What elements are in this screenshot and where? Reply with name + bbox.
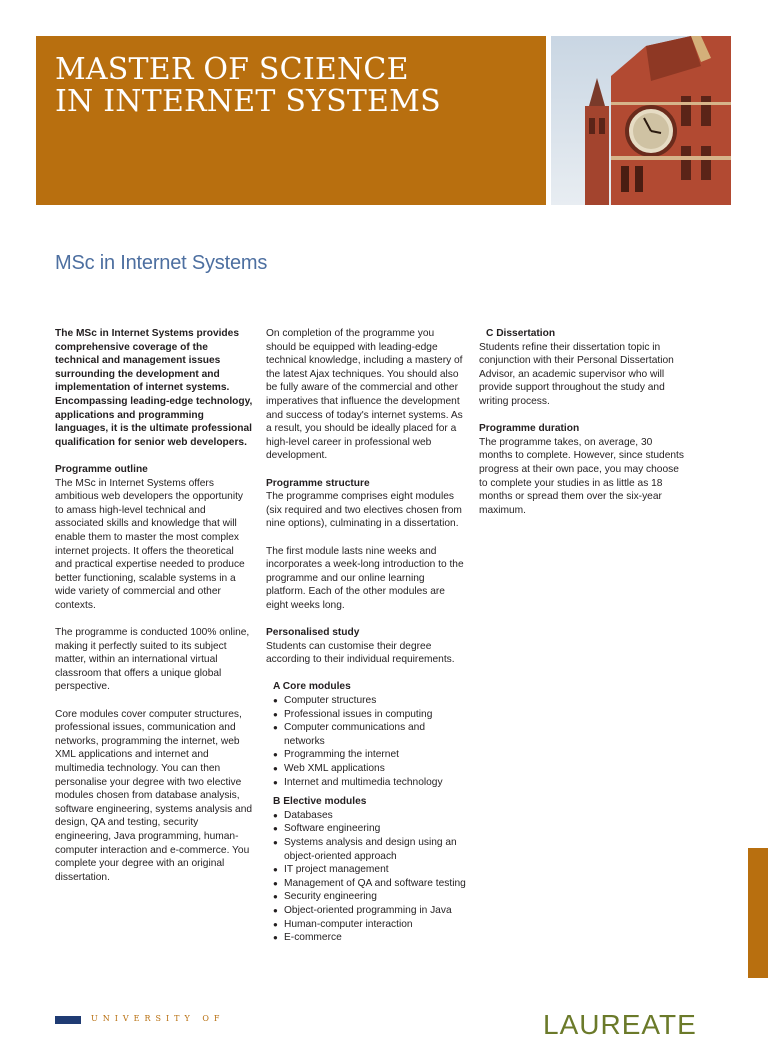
elective-modules-list: [266, 809, 466, 945]
laureate-logo: LAUREATE: [543, 1009, 697, 1040]
list-item: ● Web XML applications: [273, 762, 466, 776]
section-subtitle: MSc in Internet Systems: [55, 252, 268, 274]
structure-paragraph-2: The first module lasts nine weeks and incorporates a week-long introduction to the programme and our online learning platform. Each of the other modules are eight weeks long.: [266, 545, 464, 611]
list-item: ● Human-computer interaction: [273, 918, 466, 932]
dissertation-paragraph: Students refine their dissertation topic in conjunction with their Personal Dissertation Advisor, an academic supervisor who will provide support throughout the study and writing process.: [479, 341, 674, 407]
outline-paragraph-1: The MSc in Internet Systems offers ambitious web developers the opportunity to amass high-level technical and associated skills and knowledge that will enable them to master the most complex internet projects. It offers the theoretical and practical expertise needed to produce better functioning, scalable systems in a wide variety of commercial and other contexts.: [55, 477, 245, 611]
list-item: ● IT project management: [273, 863, 466, 877]
page-title: [55, 54, 441, 118]
elective-modules-heading: B Elective modules: [273, 796, 367, 808]
core-modules-heading: A Core modules: [273, 681, 351, 693]
outline-paragraph-3: Core modules cover computer structures, professional issues, communication and networks, programming the internet, web XML applications and internet and multimedia technology. You can then personalise your degree with two elective modules chosen from database analysis, software engineering, systems analysis and design, QA and testing, security engineering, Java programming, human-computer interaction and e-commerce. You complete your degree with an original dissertation.: [55, 708, 253, 883]
list-item: ● Computer structures: [273, 694, 466, 708]
list-item: ● Security engineering: [273, 890, 466, 904]
list-item: ● Object-oriented programming in Java: [273, 904, 466, 918]
list-item: ● Internet and multimedia technology: [273, 776, 466, 790]
title-line-1: MASTER OF SCIENCE: [55, 52, 409, 87]
outline-paragraph-2: The programme is conducted 100% online, making it perfectly suited to its subject matter, within an international virtual classroom that offers a unique global perspective.: [55, 627, 250, 693]
intro-lead: The MSc in Internet Systems provides comprehensive coverage of the technical and management issues surrounding the development and implementation of internet systems. Encompassing leading-edge technology, applications and programming languages, it is the ultimate professional qualification for senior web developers.: [55, 328, 253, 448]
column-3: [479, 327, 685, 531]
column-2: [266, 327, 466, 951]
list-item: ● Management of QA and software testing: [273, 877, 466, 891]
structure-paragraph-1: The programme comprises eight modules (six required and two electives chosen from nine options), culminating in a dissertation.: [266, 491, 462, 530]
list-item: ● Programming the internet: [273, 748, 466, 762]
title-line-2: IN INTERNET SYSTEMS: [55, 84, 441, 119]
title-banner: [36, 36, 546, 205]
list-item: ● Computer communications and networks: [273, 721, 466, 748]
list-item: ● E-commerce: [273, 931, 466, 945]
column-1: [55, 327, 253, 898]
dissertation-heading: C Dissertation: [486, 328, 556, 339]
side-tab: [748, 848, 768, 978]
university-crest-icon: [55, 1016, 81, 1024]
personalised-paragraph: Students can customise their degree according to their individual requirements.: [266, 640, 455, 666]
list-item: ● Systems analysis and design using an object-oriented approach: [273, 836, 466, 863]
completion-paragraph: On completion of the programme you should be equipped with leading-edge technical knowledge, including a mastery of the latest Ajax techniques. You should also be fully aware of the commercial and other imperatives that influence the development and success of today's internet systems. As a result, you should be ideally placed for a high-level career in professional web development.: [266, 328, 463, 462]
personalised-heading: Personalised study: [266, 627, 360, 639]
duration-heading: Programme duration: [479, 423, 580, 435]
structure-heading: Programme structure: [266, 477, 370, 489]
list-item: ● Software engineering: [273, 822, 466, 836]
list-item: ● Professional issues in computing: [273, 708, 466, 722]
university-wordmark: UNIVERSITY OF: [91, 1014, 225, 1023]
outline-heading: Programme outline: [55, 463, 148, 475]
core-modules-list: [266, 694, 466, 789]
clock-tower-photo: [551, 36, 731, 205]
list-item: ● Databases: [273, 809, 466, 823]
duration-paragraph: The programme takes, on average, 30 months to complete. However, since students progress at their own pace, you may choose to complete your studies in as little as 18 months or spread them over the six-year maximum.: [479, 436, 684, 516]
